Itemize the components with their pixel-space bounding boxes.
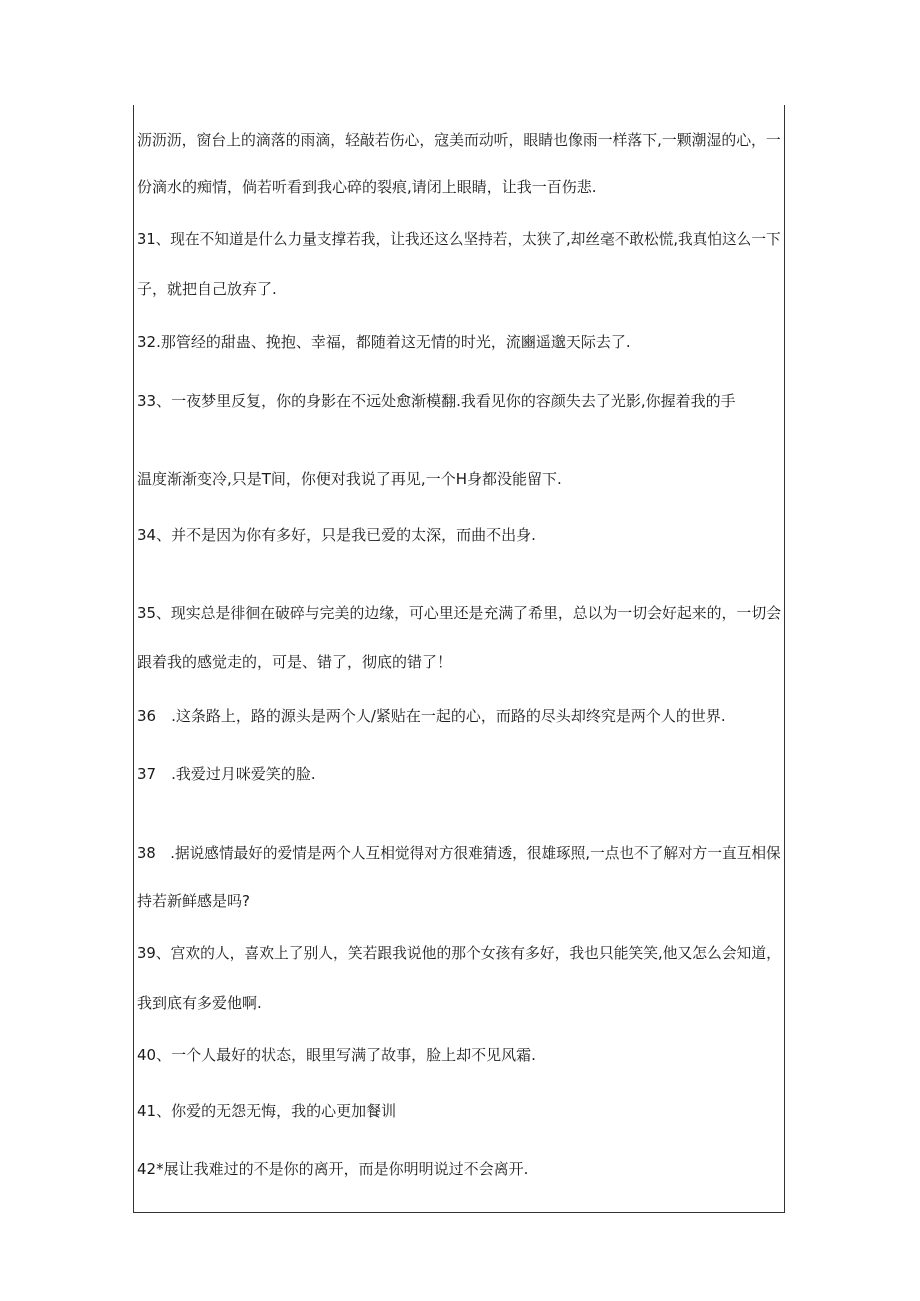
text-line-15: 39、宫欢的人，喜欢上了别人，笑若跟我说他的那个女孩有多好，我也只能笑笑,他又怎么会知道， [137, 944, 781, 962]
text-line-19: 42*展让我难过的不是你的离开，而是你明明说过不会离开. [137, 1160, 529, 1178]
text-line-1: 沥沥沥，窗台上的滴落的雨滴，轻敲若伤心，寇美而动听，眼睛也像雨一样落下,一颗潮湿的心，一 [137, 131, 781, 149]
text-line-6: 33、一夜梦里反复，你的身影在不远处愈渐模翻.我看见你的容颜失去了光影,你握着我的手 [137, 392, 736, 410]
text-line-4: 子，就把自己放弃了. [137, 280, 277, 298]
page-frame [133, 105, 785, 1213]
text-line-8: 34、并不是因为你有多好，只是我已爱的太深，而曲不出身. [137, 526, 536, 544]
text-line-3: 31、现在不知道是什么力量支撑若我，让我还这么坚持若，太狭了,却丝毫不敢松慌,我真怕这么一下 [137, 230, 781, 248]
text-line-13: 38 .据说感情最好的爱情是两个人互相觉得对方很难猜透，很雄琢照,一点也不了解对方一直互相保 [137, 844, 781, 862]
text-line-16: 我到底有多爱他啊. [137, 994, 262, 1012]
text-line-17: 40、一个人最好的状态，眼里写满了故事，脸上却不见风霜. [137, 1046, 536, 1064]
text-line-18: 41、你爱的无怨无悔，我的心更加餐训 [137, 1102, 397, 1120]
text-line-10: 跟着我的感觉走的，可是、错了，彻底的错了！ [137, 653, 453, 671]
text-line-2: 份滴水的痴情，倘若听看到我心碎的裂痕,请闭上眼睛，让我一百伤悲. [137, 178, 597, 196]
text-line-9: 35、现实总是徘徊在破碎与完美的边缘，可心里还是充满了希里，总以为一切会好起来的，一切会 [137, 604, 782, 622]
text-line-5: 32.那管经的甜蛊、挽抱、幸福，都随着这无情的时光，流豳遥邈天际去了. [137, 333, 631, 351]
text-line-7: 温度渐渐变冷,只是T间，你便对我说了再见,一个H身都没能留下. [137, 470, 562, 488]
text-line-12: 37 .我爱过月咪爱笑的脸. [137, 765, 316, 783]
text-line-11: 36 .这条路上，路的源头是两个人/紧贴在一起的心，而路的尽头却终究是两个人的世界. [137, 707, 726, 725]
text-line-14: 持若新鲜感是吗? [137, 892, 250, 910]
